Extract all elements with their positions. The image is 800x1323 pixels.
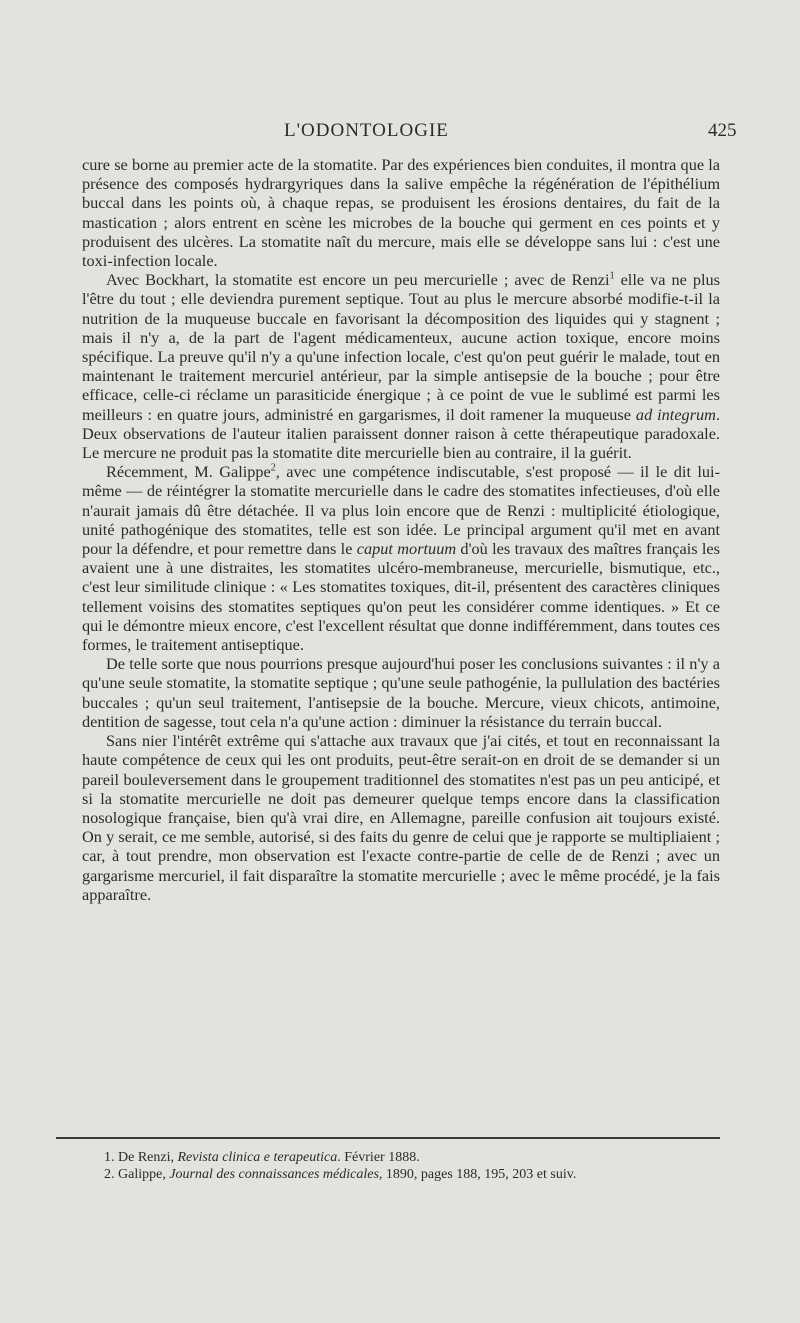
footnote-number: 2. xyxy=(104,1167,115,1182)
footnote-text: . Février 1888. xyxy=(337,1150,420,1165)
running-title: L'ODONTOLOGIE xyxy=(284,120,449,141)
text-segment: d'où les travaux des maîtres français les avaient une à une distraites, les stomatites ulcéro-membraneuse, mercurielle, bismutique, etc., c'est leur similitude clinique : « Les stomatites toxiques, dit-il, présentent des caractères cliniques tellement voisins des stomatites septiques qu'on peut les considérer comme identiques. » Et ce qui le démontre mieux encore, c'est l'excellent résultat que donne indifféremment, dans toutes ces formes, le traitement antiseptique. xyxy=(82,539,720,655)
text-segment: . Deux observations de l'auteur italien paraissent donner raison à cette thérapeutique paradoxale. Le mercure ne produit pas la stomatite dite mercurielle bien au contraire, il la guérit. xyxy=(82,404,721,463)
footnote-divider xyxy=(56,1137,720,1139)
footnote xyxy=(82,1166,720,1183)
paragraph: Sans nier l'intérêt extrême qui s'attache aux travaux que j'ai cités, et tout en reconnaissant la haute compétence de ceux qui les ont produits, peut-être serait-on en droit de se demander si un pareil bouleversement dans le groupement traditionnel des stomatites n'est pas un peu anticipé, et si la stomatite mercurielle ne doit pas demeurer quelque temps encore dans la classification nosologique française, bien qu'à vrai dire, en Allemagne, pareille confusion ait toujours existé. On y serait, ce me semble, autorisé, si des faits du genre de celui que je rapporte se multipliaient ; car, à tout prendre, mon observation est l'exacte contre-partie de celle de de Renzi ; avec un gargarisme mercuriel, il fait disparaître la stomatite mercurielle ; avec le même procédé, je la fais apparaître. xyxy=(82,731,720,904)
footnote-source-title: Journal des connaissances médicales xyxy=(169,1167,379,1182)
paragraph: cure se borne au premier acte de la stomatite. Par des expériences bien conduites, il montra que la présence des composés hydrargyriques dans la salive empêche la régénération de l'épithélium buccal dans les points où, à chaque repas, se produisent les érosions dentaires, du fait de la mastication ; alors entrent en scène les microbes de la bouche qui germent en ces points et y produisent des ulcères. La stomatite naît du mercure, mais elle se développe sans lui : c'est une toxi-infection locale. xyxy=(82,155,720,271)
paragraph xyxy=(82,270,720,462)
page-header xyxy=(0,120,800,144)
italic-phrase: caput mortuum xyxy=(356,539,457,559)
paragraph xyxy=(82,462,720,654)
footnote xyxy=(82,1149,720,1166)
text-segment: elle va ne plus l'être du tout ; elle deviendra purement septique. Tout au plus le mercure absorbé modifie-t-il la nutrition de la muqueuse buccale en favorisant la décomposition des liquides qui y stagnent ; mais il n'y a, de la part de l'agent médicamenteux, aucune action toxique, encore moins spécifique. La preuve qu'il n'y a qu'une infection locale, c'est qu'on peut guérir le malade, tout en maintenant le traitement mercuriel antérieur, par la simple antisepsie de la bouche ; pour être efficace, celle-ci réclame un parasiticide énergique ; à ce point de vue le sublimé est parmi les meilleurs : en quatre jours, administré en gargarismes, il doit ramener la muqueuse xyxy=(82,270,720,424)
text-segment: Récemment, M. Galippe xyxy=(106,462,271,482)
footnote-ref: 1 xyxy=(609,270,615,282)
page-number: 425 xyxy=(708,120,737,141)
footnotes xyxy=(82,1149,720,1183)
footnote-text: De Renzi, xyxy=(114,1150,178,1165)
italic-phrase: ad integrum xyxy=(635,404,716,424)
footnote-text: , 1890, pages 188, 195, 203 et suiv. xyxy=(378,1167,577,1182)
text-segment: Avec Bockhart, la stomatite est encore un peu mercurielle ; avec de Renzi xyxy=(106,270,610,290)
paragraph: De telle sorte que nous pourrions presque aujourd'hui poser les conclusions suivantes : il n'y a qu'une seule stomatite, la stomatite septique ; qu'une seule pathogénie, la pullulation des bactéries buccales ; qu'un seul traitement, l'antisepsie de la bouche. Mercure, vieux chicots, antimoine, dentition de sagesse, tout cela n'a qu'une action : diminuer la résistance du terrain buccal. xyxy=(82,654,720,731)
body-text xyxy=(82,155,720,904)
footnote-text: Galippe, xyxy=(114,1167,170,1182)
text-segment: , avec une compétence indiscutable, s'est proposé — il le dit lui-même — de réintégrer la stomatite mercurielle dans le cadre des stomatites infectieuses, d'où elle n'aurait jamais dû être détachée. Il va plus loin encore que de Renzi : multiplicité étiologique, unité pathogénique des stomatites, telle est son idée. Le principal argument qu'il met en avant pour la défendre, et pour remettre dans le xyxy=(82,462,720,559)
footnote-number: 1. xyxy=(104,1150,115,1165)
footnote-ref: 2 xyxy=(270,462,276,474)
footnote-source-title: Revista clinica e terapeutica xyxy=(177,1150,338,1165)
